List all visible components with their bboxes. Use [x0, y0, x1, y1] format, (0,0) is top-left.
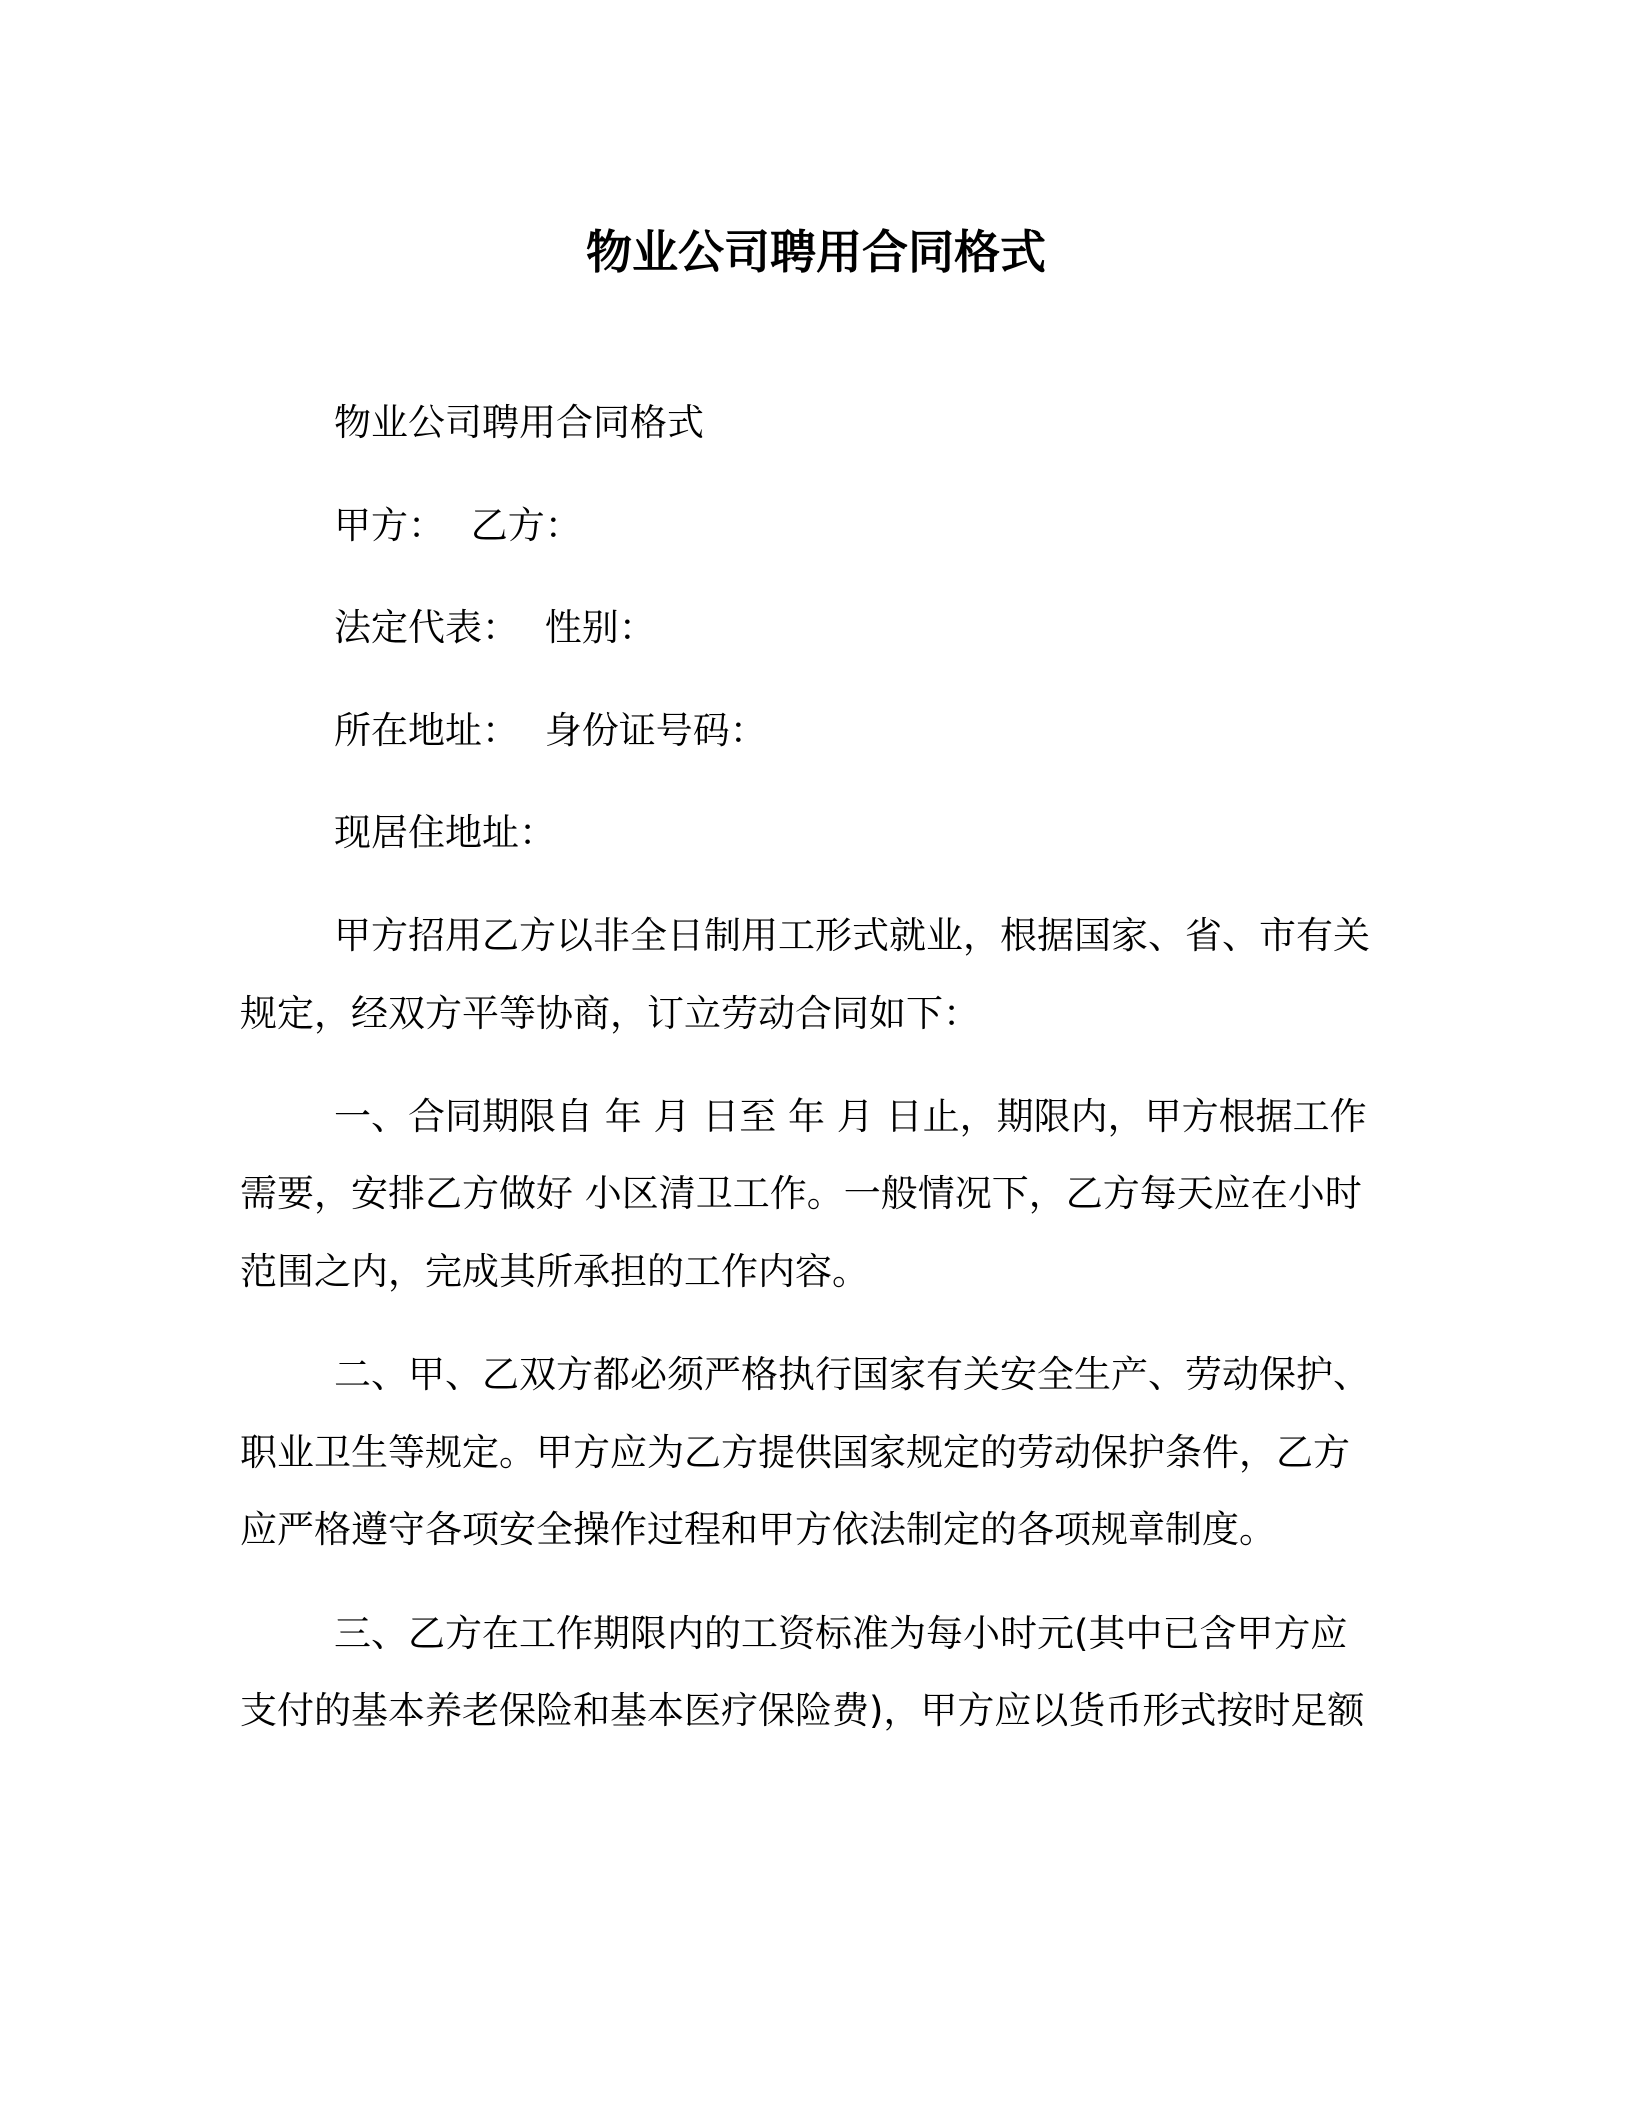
address-line: 所在地址： 身份证号码： [334, 709, 767, 752]
representative-line: 法定代表： 性别： [334, 606, 656, 649]
preamble-line: 规定，经双方平等协商，订立劳动合同如下： [240, 992, 980, 1035]
clause-2-line: 二、甲、乙双方都必须严格执行国家有关安全生产、劳动保护、 [334, 1353, 1370, 1396]
residence-line: 现居住地址： [334, 811, 556, 854]
clause-1-line: 范围之内，完成其所承担的工作内容。 [240, 1250, 869, 1293]
clause-1-line: 需要，安排乙方做好 小区清卫工作。一般情况下，乙方每天应在小时 [240, 1172, 1362, 1215]
clause-2-line: 职业卫生等规定。甲方应为乙方提供国家规定的劳动保护条件，乙方 [240, 1431, 1350, 1474]
preamble-line: 甲方招用乙方以非全日制用工形式就业，根据国家、省、市有关 [334, 914, 1370, 957]
clause-2-line: 应严格遵守各项安全操作过程和甲方依法制定的各项规章制度。 [240, 1508, 1276, 1551]
clause-3-line: 三、乙方在工作期限内的工资标准为每小时元(其中已含甲方应 [334, 1612, 1348, 1655]
document-heading: 物业公司聘用合同格式 [334, 401, 704, 444]
clause-1-line: 一、合同期限自 年 月 日至 年 月 日止，期限内，甲方根据工作 [334, 1095, 1367, 1138]
party-line: 甲方： 乙方： [334, 504, 582, 547]
document-title: 物业公司聘用合同格式 [586, 225, 1046, 279]
clause-3-line: 支付的基本养老保险和基本医疗保险费)，甲方应以货币形式按时足额 [240, 1689, 1365, 1732]
